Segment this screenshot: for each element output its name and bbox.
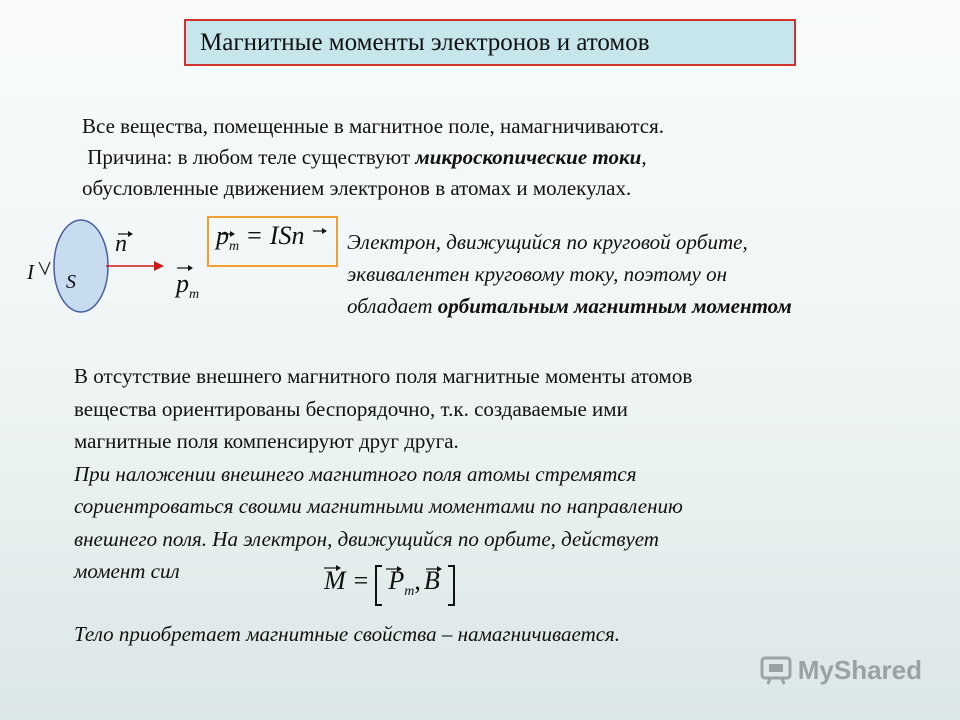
torque-b: B xyxy=(423,566,440,595)
intro-line-2-prefix: Причина: в любом теле существуют xyxy=(82,145,416,169)
formula-lhs: p xyxy=(216,221,229,250)
torque-lhs: M xyxy=(324,566,346,595)
formula-rhs-vector: n xyxy=(291,221,305,250)
myshared-logo-icon xyxy=(760,656,792,686)
orbital-moment-text: орбитальным магнитным моментом xyxy=(437,294,792,318)
intro-line-1: Все вещества, помещенные в магнитное поле, намагничиваются. xyxy=(82,114,665,138)
slide-title xyxy=(184,19,796,66)
moment-letter: p xyxy=(176,269,189,298)
intro-paragraph xyxy=(82,111,664,204)
current-direction-arrow xyxy=(39,262,50,274)
moment-subscript: m xyxy=(189,287,200,303)
formula-orbital-moment xyxy=(216,221,304,255)
body-line-7: момент сил xyxy=(74,559,180,583)
body-line-3: магнитные поля компенсируют друг друга. xyxy=(74,429,459,453)
slide-title-text: Магнитные моменты электронов и атомов xyxy=(200,29,650,56)
body-paragraph xyxy=(74,360,692,588)
torque-p: P xyxy=(388,566,405,595)
intro-line-2 xyxy=(82,142,664,173)
orbital-line-3-prefix: обладает xyxy=(347,294,438,318)
body-line-5: сориентроваться своими магнитными моментами по направлению xyxy=(74,494,683,518)
orbital-line-2: эквивалентен круговому току, поэтому он xyxy=(347,262,728,286)
watermark xyxy=(760,655,922,686)
formula-rhs: IS xyxy=(269,221,292,250)
current-label: I xyxy=(27,260,34,284)
area-label: S xyxy=(66,271,76,293)
torque-formula xyxy=(324,566,440,600)
formula-lhs-subscript: m xyxy=(229,239,240,255)
orbital-line-3 xyxy=(347,290,792,322)
torque-p-subscript: m xyxy=(404,584,415,600)
orbital-line-1: Электрон, движущийся по круговой орбите, xyxy=(347,230,748,254)
normal-label: n xyxy=(115,231,127,257)
torque-equals: = xyxy=(353,566,369,595)
formula-equals: = xyxy=(247,221,262,250)
body-line-2: вещества ориентированы беспорядочно, т.к. создаваемые ими xyxy=(74,396,628,421)
orbit-ellipse xyxy=(54,220,108,312)
intro-line-2-suffix: , xyxy=(641,145,647,169)
intro-line-3: обусловленные движением электронов в атомах и молекулах. xyxy=(82,176,632,200)
formula-n-vector-tip xyxy=(322,228,327,234)
torque-comma: , xyxy=(414,566,421,595)
body-line-1: В отсутствие внешнего магнитного поля магнитные моменты атомов xyxy=(74,364,693,388)
moment-label xyxy=(176,269,199,303)
normal-vector-tip xyxy=(128,231,133,237)
orbital-paragraph xyxy=(347,226,792,322)
conclusion-text: Тело приобретает магнитные свойства – намагничивается. xyxy=(74,622,621,646)
micro-currents-text: микроскопические токи xyxy=(415,145,642,169)
normal-arrow-head xyxy=(154,261,164,271)
body-line-6: внешнего поля. На электрон, движущийся по орбите, действует xyxy=(74,526,659,551)
watermark-text: MyShared xyxy=(797,655,922,685)
right-bracket xyxy=(448,566,454,605)
body-line-4: При наложении внешнего магнитного поля атомы стремятся xyxy=(74,461,637,486)
